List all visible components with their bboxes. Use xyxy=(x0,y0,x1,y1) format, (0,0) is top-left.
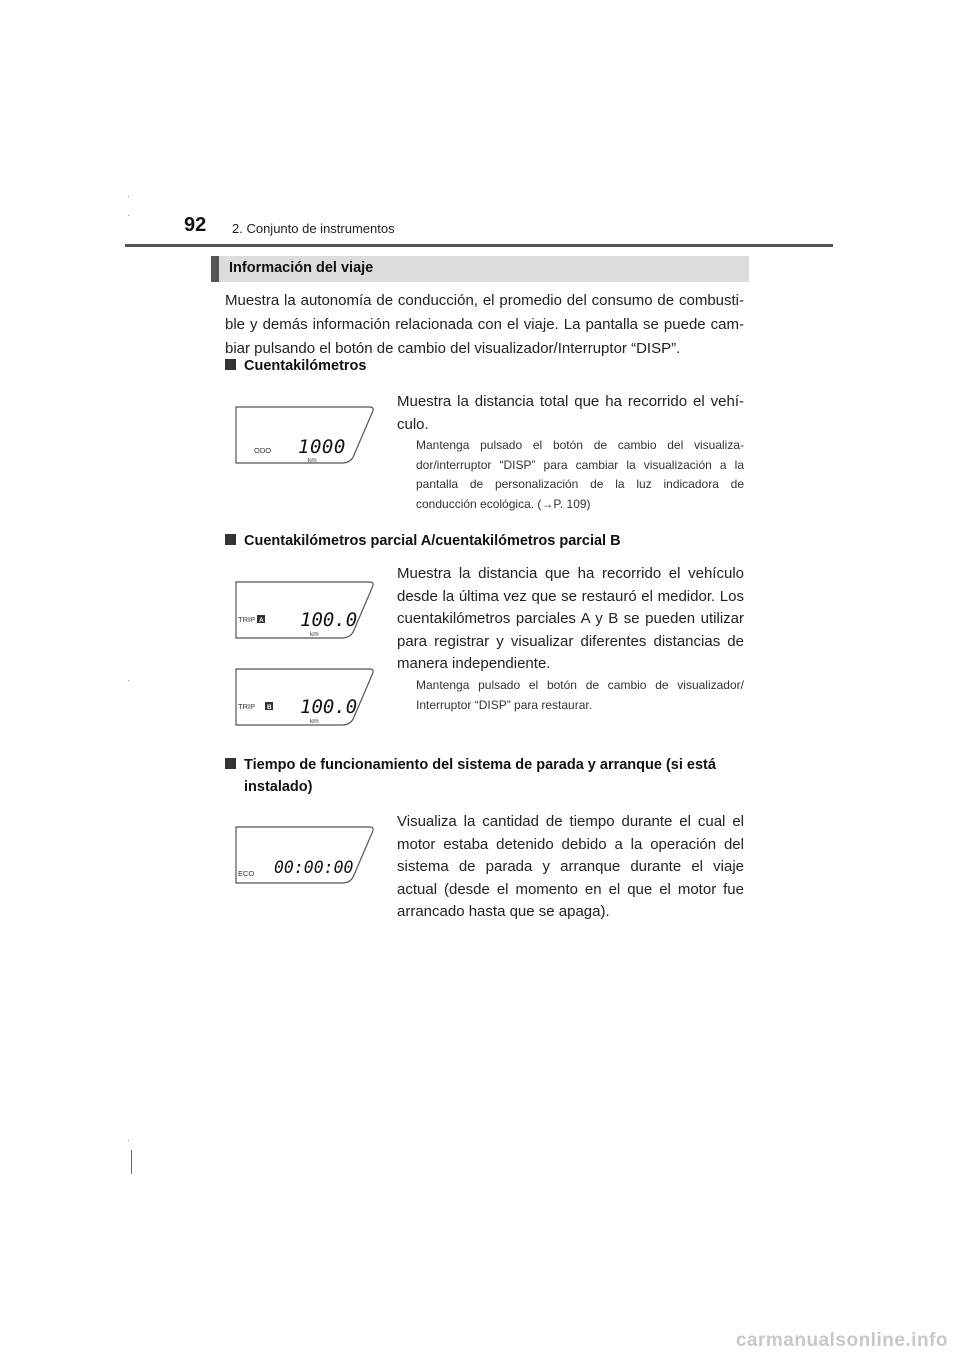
bullet-square-icon xyxy=(225,534,236,545)
chapter-title: 2. Conjunto de instrumentos xyxy=(232,221,395,236)
crop-mark xyxy=(128,215,129,216)
odometer-note: Mantenga pulsado el botón de cambio del visualiza-dor/interruptor “DISP” para cambiar la visualización a la pantalla de personalización de la luz indicadora de conducción ecológica. (→P. 109) xyxy=(416,438,744,511)
section-title: Información del viaje xyxy=(229,260,374,276)
trip-body: Muestra la distancia que ha recorrido el vehículo desde la última vez que se restauró el medidor. Los cuentakilómetros parciales A y B se pueden utilizar para registrar y visualizar diferentes distancias de manera independiente. xyxy=(397,565,744,672)
page-number: 92 xyxy=(184,214,207,236)
trip-b-value: 100.0 xyxy=(300,696,358,718)
section-header xyxy=(211,256,749,282)
odometer-heading: Cuentakilómetros xyxy=(225,355,366,377)
trip-note: Mantenga pulsado el botón de cambio de visualizador/ Interruptor “DISP” para restaurar. xyxy=(416,678,744,712)
eco-value: 00:00:00 xyxy=(274,858,354,877)
trip-b-label: TRIP xyxy=(238,702,256,711)
eco-label: ECO xyxy=(238,869,255,878)
crop-mark xyxy=(128,1140,129,1141)
bullet-square-icon xyxy=(225,359,236,370)
odometer-body: Muestra la distancia total que ha recorrido el vehí-culo. xyxy=(397,393,744,433)
eco-display xyxy=(230,823,378,887)
trip-a-display xyxy=(230,578,378,642)
odo-unit: km xyxy=(308,457,317,464)
trip-a-unit: km xyxy=(310,631,319,638)
trip-heading: Cuentakilómetros parcial A/cuentakilómetros parcial B xyxy=(225,530,621,552)
eco-heading: Tiempo de funcionamiento del sistema de parada y arranque (si está instalado) xyxy=(225,754,764,798)
intro-paragraph: Muestra la autonomía de conducción, el promedio del consumo de combusti-ble y demás información relacionada con el viaje. La pantalla se puede cam-biar pulsando el botón de cambio del visualizador/Interruptor “DISP”. xyxy=(225,292,744,357)
margin-line xyxy=(131,1150,132,1174)
trip-b-badge: B xyxy=(267,704,272,711)
odo-value: 1000 xyxy=(298,436,346,458)
trip-b-display xyxy=(230,665,378,729)
bullet-square-icon xyxy=(225,758,236,769)
odometer-display xyxy=(230,403,378,467)
crop-mark xyxy=(128,196,129,197)
header-rule xyxy=(125,244,833,247)
trip-a-value: 100.0 xyxy=(300,609,358,631)
watermark: carmanualsonline.info xyxy=(735,1330,948,1351)
trip-a-badge: A xyxy=(259,617,264,624)
trip-a-label: TRIP xyxy=(238,615,256,624)
crop-mark xyxy=(128,680,129,681)
eco-body: Visualiza la cantidad de tiempo durante el cual el motor estaba detenido debido a la operación del sistema de parada y arranque durante el viaje actual (desde el momento en el que el motor fue arrancado hasta que se apaga). xyxy=(397,813,744,920)
odo-label: ODO xyxy=(254,446,272,455)
trip-b-unit: km xyxy=(310,718,319,725)
